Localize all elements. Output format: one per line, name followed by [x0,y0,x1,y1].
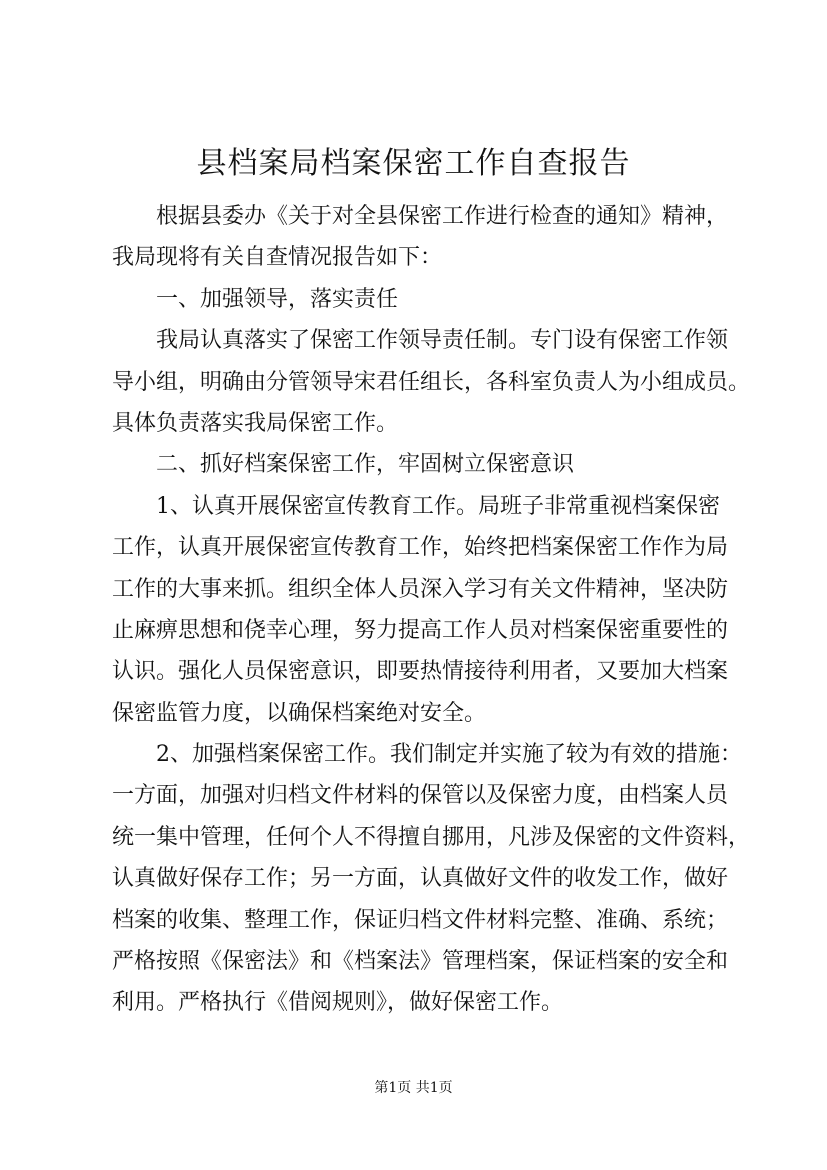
paragraph-line: 根据县委办《关于对全县保密工作进行检查的通知》精神， [156,204,729,229]
paragraph-line: 认识。强化人员保密意识，即要热情接待利用者，又要加大档案 [112,659,729,685]
document-body [112,196,751,1024]
paragraph-line: 一方面，加强对归档文件材料的保管以及保密力度，由档案人员 [112,783,729,809]
paragraph-line: 保密监管力度，以确保档案绝对安全。 [112,700,487,726]
paragraph-line: 统一集中管理，任何个人不得擅自挪用，凡涉及保密的文件资料， [112,824,751,850]
paragraph-line: 我局现将有关自查情况报告如下： [112,245,443,271]
paragraph-line: 导小组，明确由分管领导宋君任组长，各科室负责人为小组成员。 [112,369,751,395]
section-heading: 二、抓好档案保密工作，牢固树立保密意识 [156,452,575,478]
paragraph-line: 止麻痹思想和侥幸心理，努力提高工作人员对档案保密重要性的 [112,617,729,643]
paragraph-line: 1、认真开展保密宣传教育工作。局班子非常重视档案保密 [156,493,720,519]
section-heading: 一、加强领导，落实责任 [156,286,399,312]
paragraph-line: 我局认真落实了保密工作领导责任制。专门设有保密工作领 [156,328,729,354]
paragraph-line: 利用。严格执行《借阅规则》，做好保密工作。 [112,990,564,1016]
paragraph-line: 认真做好保存工作；另一方面，认真做好文件的收发工作，做好 [112,866,729,892]
paragraph-line: 严格按照《保密法》和《档案法》管理档案，保证档案的安全和 [112,949,729,975]
paragraph-line: 具体负责落实我局保密工作。 [112,410,399,436]
document-title: 县档案局档案保密工作自查报告 [196,146,631,181]
paragraph-line: 工作的大事来抓。组织全体人员深入学习有关文件精神，坚决防 [112,576,729,602]
paragraph-line: 2、加强档案保密工作。我们制定并实施了较为有效的措施： [156,742,742,768]
paragraph-line: 工作，认真开展保密宣传教育工作，始终把档案保密工作作为局 [112,535,729,561]
paragraph-line: 档案的收集、整理工作，保证归档文件材料完整、准确、系统； [112,907,729,933]
page-number: 第1页 共1页 [374,1080,453,1096]
